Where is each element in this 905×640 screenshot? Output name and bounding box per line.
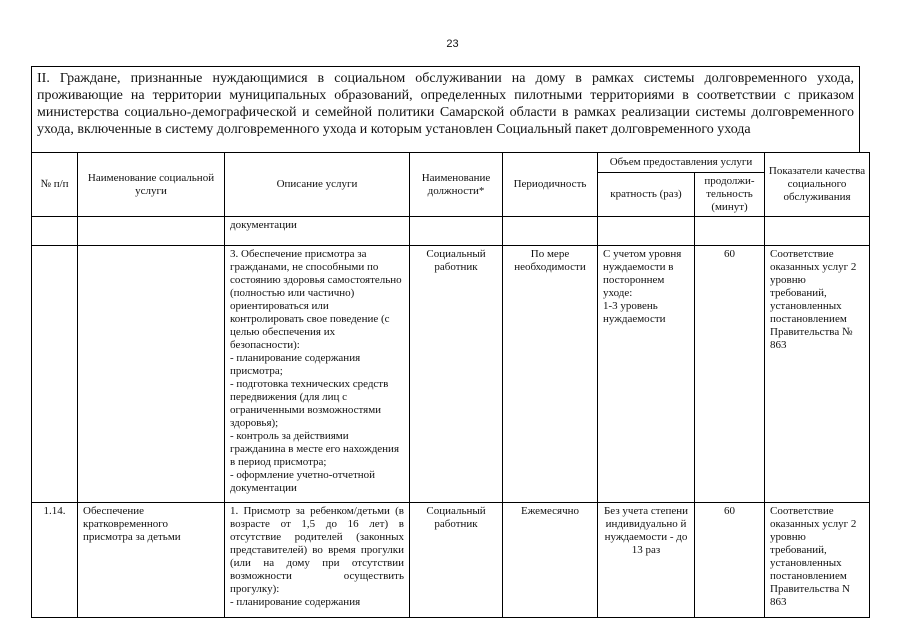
header-quality: Показатели качества социального обслуживания [765,153,870,217]
cell-duration: 60 [695,503,765,618]
cell-periodicity: По мере необходимости [503,246,598,503]
cell-duration [695,217,765,246]
table-row [32,503,870,618]
cell-service-name [78,217,225,246]
cell-description: документации [225,217,410,246]
cell-position: Социальный работник [410,246,503,503]
cell-service-name: Обеспечение кратковременного присмотра за детьми [78,503,225,618]
cell-num [32,217,78,246]
page-number: 23 [446,38,459,50]
header-service-name: Наименование социальной услуги [78,153,225,217]
cell-frequency [598,217,695,246]
header-position: Наименование должности* [410,153,503,217]
header-periodicity: Периодичность [503,153,598,217]
cell-periodicity: Ежемесячно [503,503,598,618]
cell-quality: Соответствие оказанных услуг 2 уровню требований, установленных постановлением Правительства № 863 [765,246,870,503]
cell-frequency: С учетом уровня нуждаемости в постороннем уходе: 1-3 уровень нуждаемости [598,246,695,503]
cell-quality: Соответствие оказанных услуг 2 уровню требований, установленных постановлением Правительства N 863 [765,503,870,618]
cell-position [410,217,503,246]
cell-quality [765,217,870,246]
header-num: № п/п [32,153,78,217]
services-table [31,152,870,618]
cell-service-name [78,246,225,503]
section-title: II. Граждане, признанные нуждающимися в социальном обслуживании на дому в рамках системы долговременного ухода, проживающие на территории муниципальных образований, определенных пилотными территориями в соответствии с приказом министерства социально-демографической и семейной политики Самарской области в рамках реализации системы долговременного ухода, включенные в систему долговременного ухода и которым установлен Социальный пакет долговременного ухода [31,66,860,152]
cell-duration: 60 [695,246,765,503]
cell-num: 1.14. [32,503,78,618]
header-frequency: кратность (раз) [598,173,695,217]
cell-periodicity [503,217,598,246]
cell-description: 3. Обеспечение присмотра за гражданами, не способными по состоянию здоровья самостоятельно (полностью или частично) ориентироваться или контролировать свое поведение (с целью обеспечения их безопасности): - планирование содержания присмотра; - подготовка технических средств передвижения (для лиц с ограниченными возможностями здоровья); - контроль за действиями гражданина в месте его нахождения в период присмотра; - оформление учетно-отчетной документации [225,246,410,503]
table-row [32,217,870,246]
header-volume: Объем предоставления услуги [598,153,765,173]
cell-description: 1. Присмотр за ребенком/детьми (в возрасте от 1,5 до 16 лет) в отсутствие родителей (законных представителей) во время прогулки (или на дому при отсутствии возможности осуществить прогулку): - планирование содержания [225,503,410,618]
cell-num [32,246,78,503]
cell-frequency: Без учета степени индивидуально й нуждаемости - до 13 раз [598,503,695,618]
header-description: Описание услуги [225,153,410,217]
header-duration: продолжи-тельность (минут) [695,173,765,217]
cell-position: Социальный работник [410,503,503,618]
table-header-row [32,153,870,173]
table-row [32,246,870,503]
